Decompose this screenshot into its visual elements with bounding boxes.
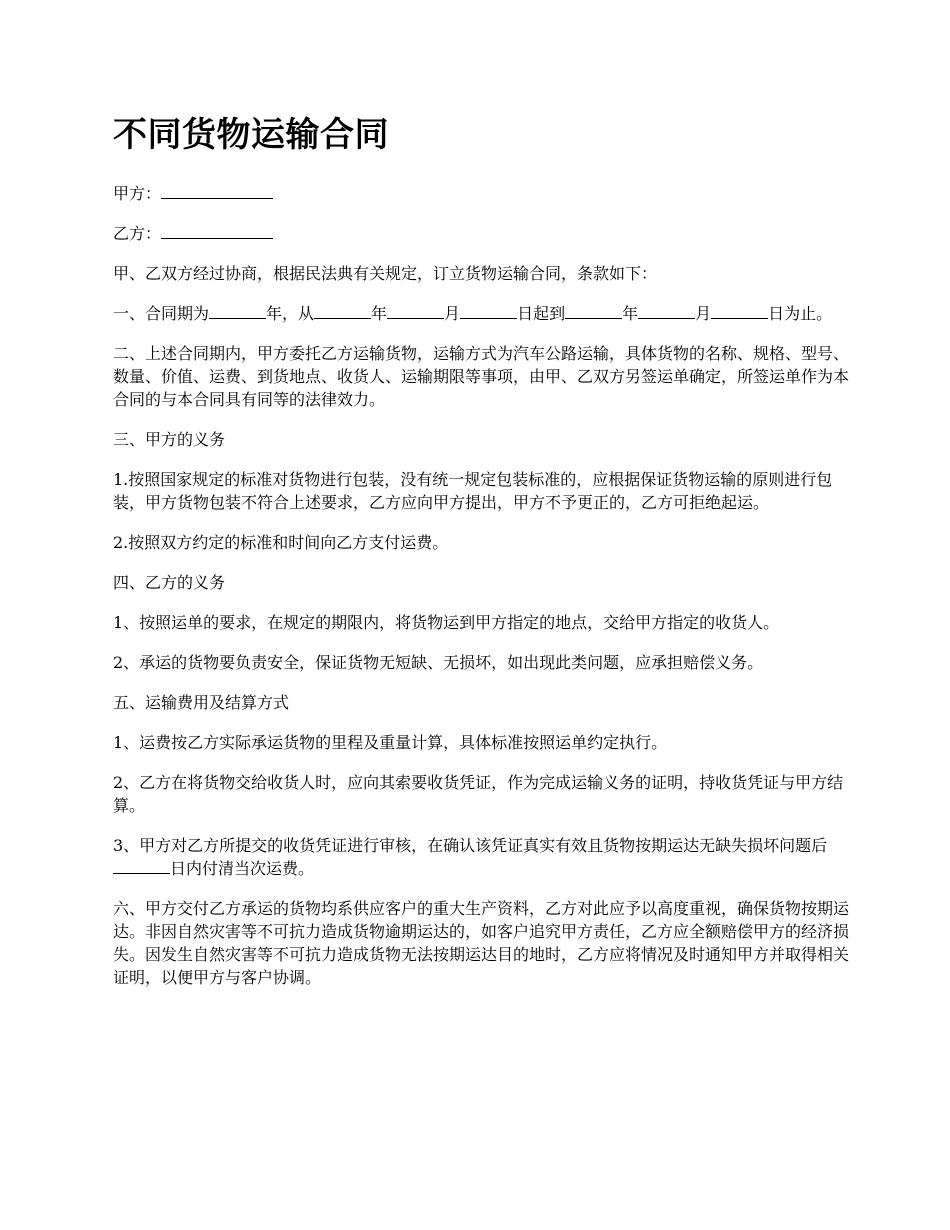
section-3-item-2: 2.按照双方约定的标准和时间向乙方支付运费。 xyxy=(113,533,449,552)
blank-term-years xyxy=(209,303,266,319)
party-b-line xyxy=(113,222,858,245)
document-body xyxy=(113,110,858,1006)
section-3-heading: 三、甲方的义务 xyxy=(113,430,226,449)
section-4-item-1: 1、按照运单的要求，在规定的期限内，将货物运到甲方指定的地点，交给甲方指定的收货人。 xyxy=(113,613,780,632)
section-4-heading: 四、乙方的义务 xyxy=(113,573,226,592)
blank-payment-days xyxy=(113,858,170,874)
section-5-item-3-text-pre: 3、甲方对乙方所提交的收货凭证进行审核，在确认该凭证真实有效且货物按期运达无缺失损坏问题后 xyxy=(113,836,828,855)
party-a-line xyxy=(113,182,858,205)
party-a-blank xyxy=(161,183,273,199)
section-5-item-3 xyxy=(113,834,858,880)
section-5-item-3-text-post: 日内付清当次运费。 xyxy=(170,859,315,878)
clause-1-text-3: 年 xyxy=(371,304,388,323)
document-title: 不同货物运输合同 xyxy=(113,115,389,155)
clause-2-paragraph: 二、上述合同期内，甲方委托乙方运输货物，运输方式为汽车公路运输，具体货物的名称、规格、型号、数量、价值、运费、到货地点、收货人、运输期限等事项，由甲、乙双方另签运单确定，所签运单作为本合同的与本合同具有同等的法律效力。 xyxy=(113,344,850,409)
clause-1-text-1: 一、合同期为 xyxy=(113,304,210,323)
section-5-item-2: 2、乙方在将货物交给收货人时，应向其索要收货凭证，作为完成运输义务的证明，持收货凭证与甲方结算。 xyxy=(113,773,844,815)
clause-1-text-2: 年，从 xyxy=(266,304,315,323)
clause-1-term xyxy=(113,302,858,325)
clause-1-text-4: 月 xyxy=(444,304,461,323)
section-5-item-1: 1、运费按乙方实际承运货物的里程及重量计算，具体标准按照运单约定执行。 xyxy=(113,733,668,752)
clause-1-text-7: 月 xyxy=(695,304,712,323)
blank-end-month xyxy=(638,303,695,319)
blank-start-month xyxy=(387,303,444,319)
clause-1-text-6: 年 xyxy=(622,304,639,323)
section-5-heading: 五、运输费用及结算方式 xyxy=(113,693,290,712)
section-4-item-2: 2、承运的货物要负责安全，保证货物无短缺、无损坏，如出现此类问题，应承担赔偿义务。 xyxy=(113,653,764,672)
section-3-item-1: 1.按照国家规定的标准对货物进行包装，没有统一规定包装标准的，应根据保证货物运输的原则进行包装，甲方货物包装不符合上述要求，乙方应向甲方提出，甲方不予更正的，乙方可拒绝起运。 xyxy=(113,470,833,512)
blank-start-day xyxy=(460,303,517,319)
intro-paragraph: 甲、乙双方经过协商，根据民法典有关规定，订立货物运输合同，条款如下： xyxy=(113,264,658,283)
blank-end-day xyxy=(711,303,768,319)
party-b-label: 乙方： xyxy=(113,224,162,243)
clause-1-text-8: 日为止。 xyxy=(768,304,833,323)
party-b-blank xyxy=(161,223,273,239)
blank-end-year xyxy=(565,303,622,319)
clause-1-text-5: 日起到 xyxy=(517,304,566,323)
section-6-paragraph: 六、甲方交付乙方承运的货物均系供应客户的重大生产资料，乙方对此应予以高度重视，确保货物按期运达。非因自然灾害等不可抗力造成货物逾期运达的，如客户追究甲方责任，乙方应全额赔偿甲方的经济损失。因发生自然灾害等不可抗力造成货物无法按期运达目的地时，乙方应将情况及时通知甲方并取得相关证明，以便甲方与客户协调。 xyxy=(113,899,850,987)
blank-start-year xyxy=(314,303,371,319)
party-a-label: 甲方： xyxy=(113,184,162,203)
